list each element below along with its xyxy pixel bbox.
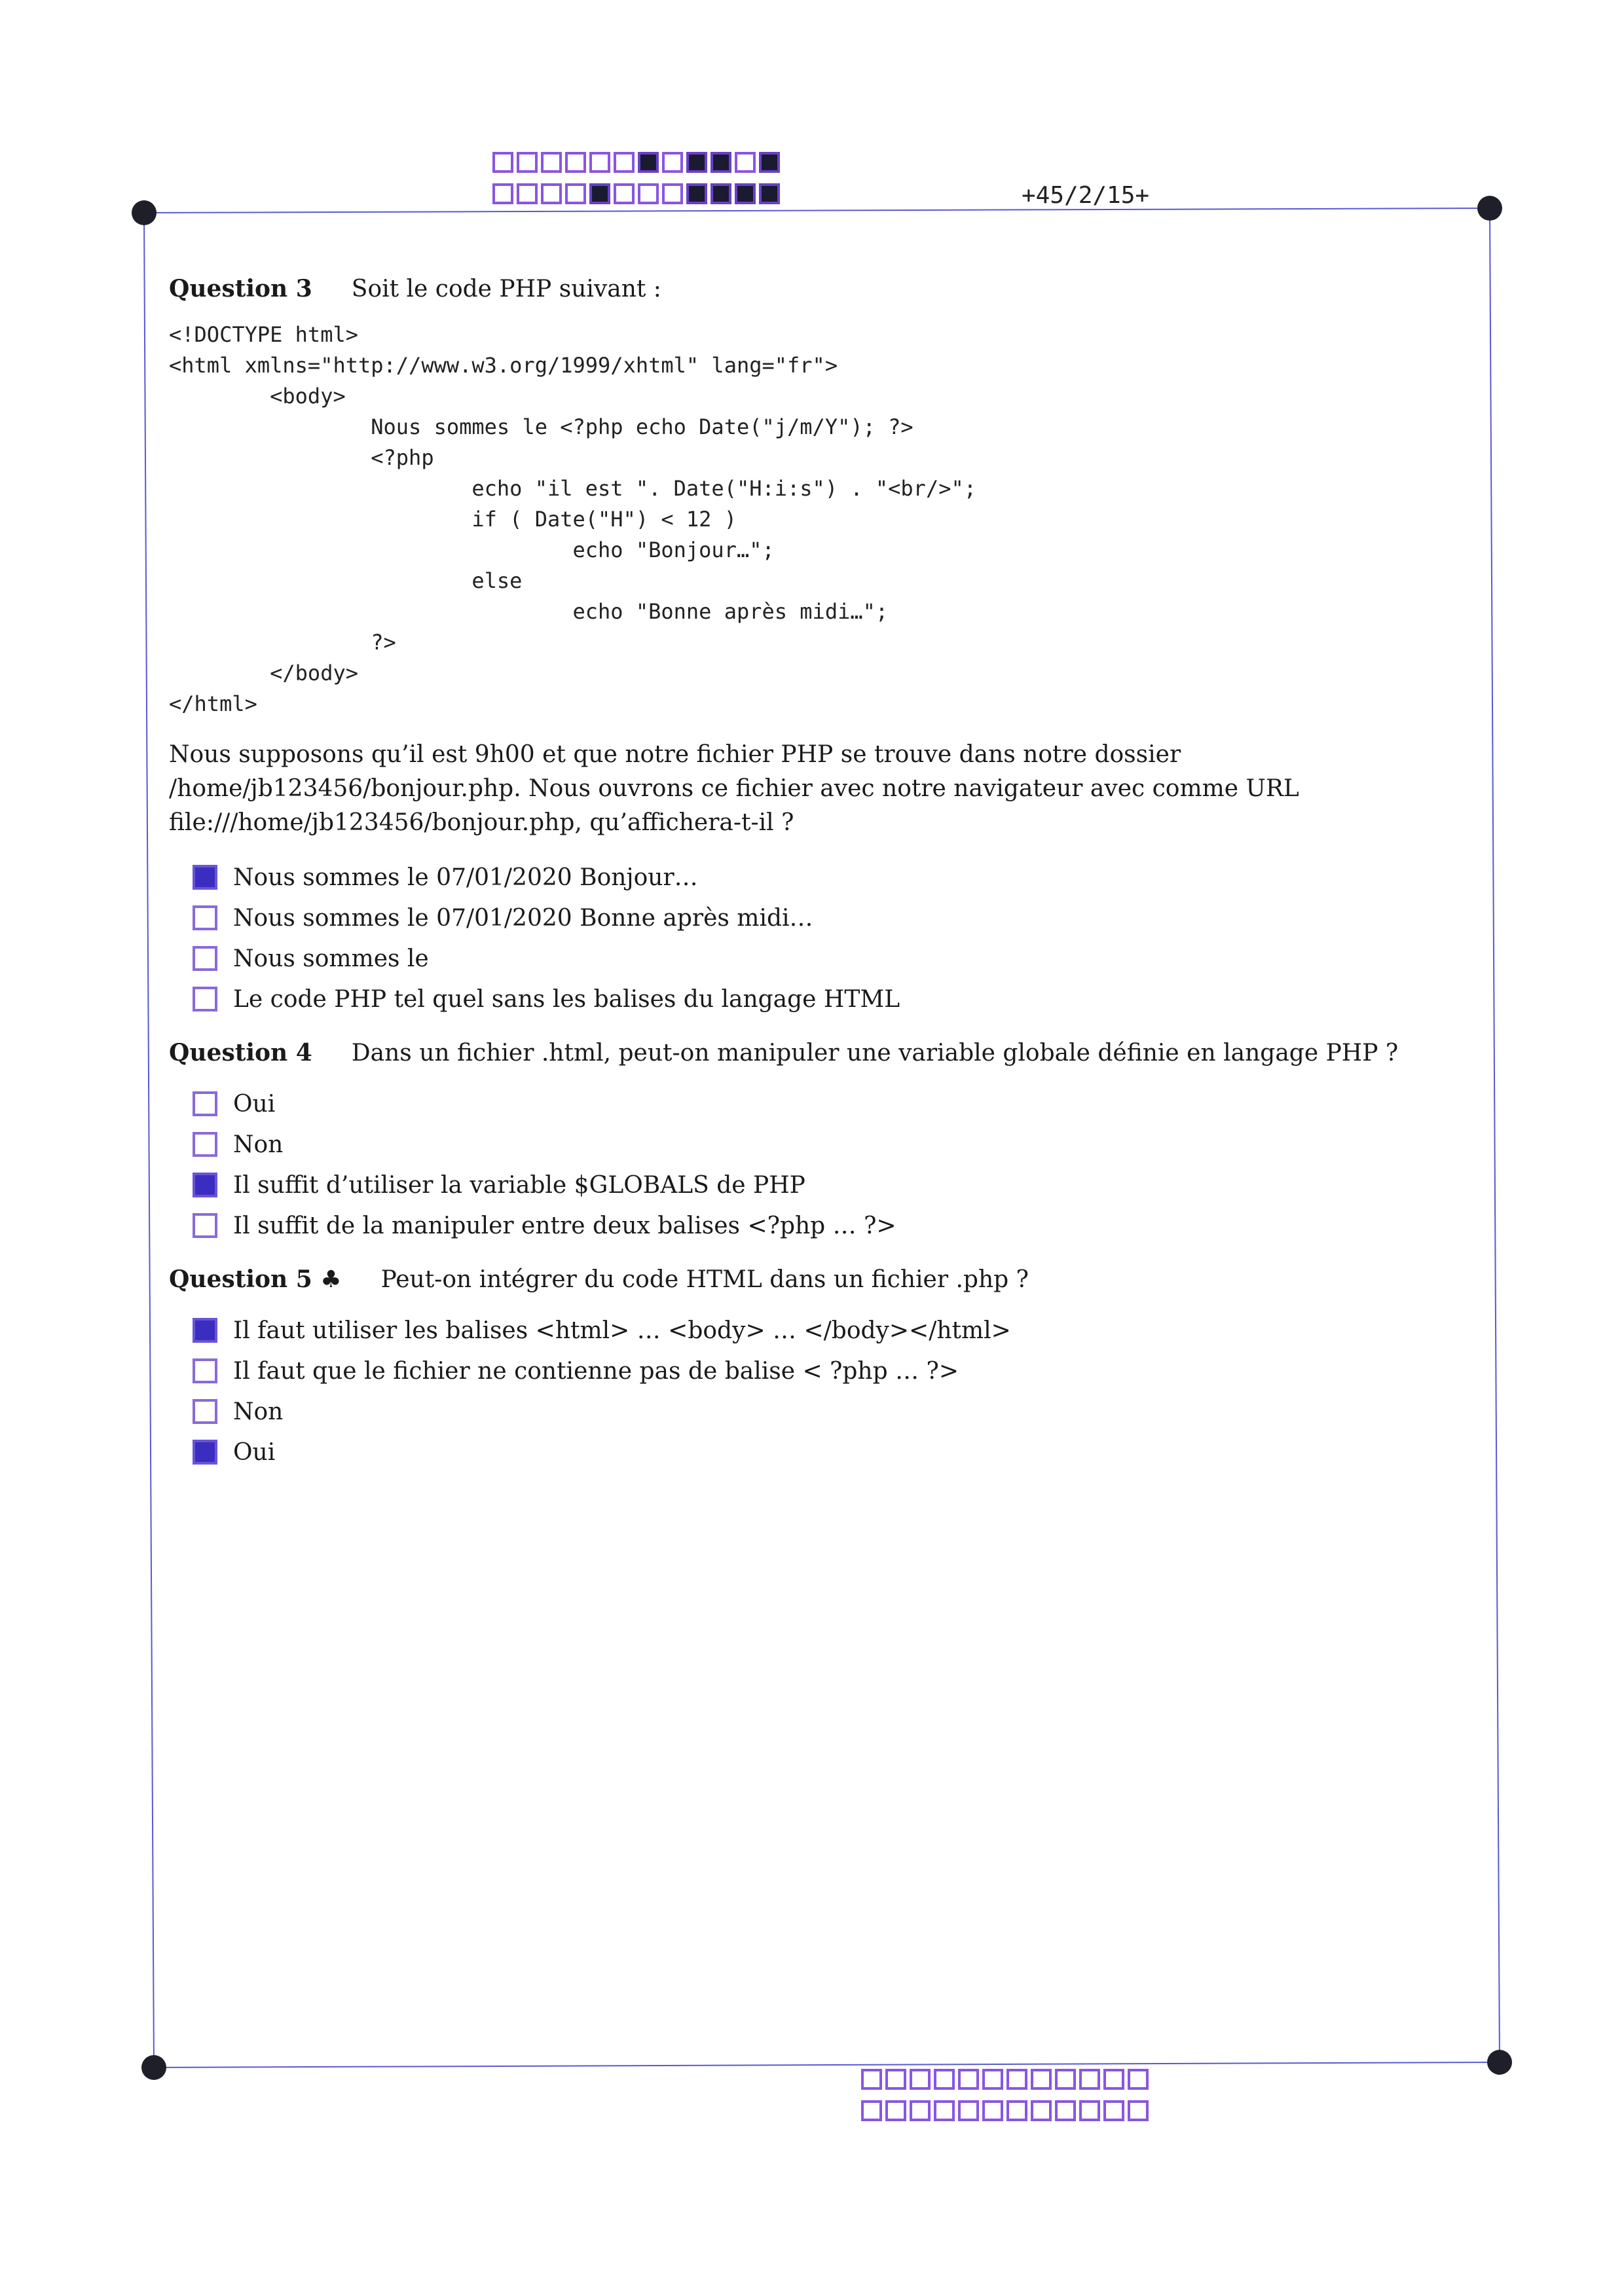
checkbox[interactable] bbox=[193, 1358, 217, 1383]
answer-label: Nous sommes le 07/01/2020 Bonjour… bbox=[233, 864, 698, 891]
top-barcode-row-2 bbox=[492, 183, 783, 204]
question-3-answers bbox=[169, 857, 1479, 1019]
bottom-barcode-row-2 bbox=[861, 2100, 1152, 2121]
bottom-barcode-row-1 bbox=[861, 2069, 1152, 2090]
checkbox[interactable] bbox=[193, 1132, 217, 1157]
checkbox[interactable] bbox=[193, 1213, 217, 1238]
checkbox[interactable] bbox=[193, 946, 217, 971]
answer-option[interactable] bbox=[169, 1124, 1479, 1165]
question-4-label: Question 4 bbox=[169, 1039, 312, 1066]
checkbox[interactable] bbox=[193, 1399, 217, 1424]
question-3-text: Soit le code PHP suivant : bbox=[351, 276, 661, 302]
question-3-paragraph: Nous supposons qu’il est 9h00 et que notre fichier PHP se trouve dans notre dossier /home/jb123456/bonjour.php. Nous ouvrons ce fichier avec notre navigateur avec comme URL file:///home/jb123456/bonjour.php, qu’affichera-t-il ? bbox=[169, 741, 1299, 836]
answer-label: Il faut que le fichier ne contienne pas de balise < ?php … ?> bbox=[233, 1357, 959, 1385]
answer-label: Oui bbox=[233, 1090, 276, 1118]
corner-mark-bottom-right bbox=[1487, 2050, 1512, 2075]
checkbox[interactable] bbox=[193, 987, 217, 1011]
answer-label: Oui bbox=[233, 1438, 276, 1466]
question-5-text: Peut-on intégrer du code HTML dans un fichier .php ? bbox=[380, 1266, 1029, 1293]
answer-label: Nous sommes le 07/01/2020 Bonne après midi… bbox=[233, 904, 813, 932]
corner-mark-top-right bbox=[1477, 196, 1502, 221]
answer-option[interactable] bbox=[169, 857, 1479, 898]
answer-option[interactable] bbox=[169, 1084, 1479, 1124]
answer-option[interactable] bbox=[169, 1391, 1479, 1432]
answer-label: Non bbox=[233, 1398, 284, 1425]
answer-option[interactable] bbox=[169, 1432, 1479, 1472]
question-5 bbox=[169, 1266, 1479, 1472]
question-5-answers bbox=[169, 1310, 1479, 1472]
checkbox[interactable] bbox=[193, 1091, 217, 1116]
answer-option[interactable] bbox=[169, 979, 1479, 1019]
top-barcode-row-1 bbox=[492, 152, 783, 173]
checkbox[interactable] bbox=[193, 1173, 217, 1197]
page-id: +45/2/15+ bbox=[1022, 182, 1150, 209]
corner-mark-bottom-left bbox=[141, 2055, 166, 2080]
answer-label: Non bbox=[233, 1131, 284, 1158]
checkbox[interactable] bbox=[193, 1318, 217, 1343]
checkbox[interactable] bbox=[193, 865, 217, 890]
answer-option[interactable] bbox=[169, 1205, 1479, 1246]
checkbox[interactable] bbox=[193, 905, 217, 930]
question-5-label: Question 5 ♣ bbox=[169, 1266, 342, 1293]
corner-mark-top-left bbox=[132, 200, 157, 225]
answer-option[interactable] bbox=[169, 898, 1479, 938]
answer-label: Nous sommes le bbox=[233, 945, 429, 972]
question-3 bbox=[169, 275, 1479, 1019]
checkbox[interactable] bbox=[193, 1440, 217, 1465]
answer-label: Il faut utiliser les balises <html> … <body> … </body></html> bbox=[233, 1317, 1011, 1344]
answer-option[interactable] bbox=[169, 1165, 1479, 1205]
question-4-answers bbox=[169, 1084, 1479, 1246]
answer-label: Le code PHP tel quel sans les balises du langage HTML bbox=[233, 985, 900, 1013]
answer-option[interactable] bbox=[169, 1310, 1479, 1351]
question-4-text: Dans un fichier .html, peut-on manipuler une variable globale définie en langage PHP ? bbox=[351, 1040, 1399, 1066]
exam-content bbox=[169, 275, 1479, 1472]
php-code-block: <!DOCTYPE html> <html xmlns="http://www.w3.org/1999/xhtml" lang="fr"> <body> Nous sommes le <?php echo Date("j/m/Y"); ?> <?php echo "il est ". Date("H:i:s") . "<br/>"; if ( Date("H") < 12 ) echo "Bonjour…"; else echo "Bonne après midi…"; ?> </body> </html> bbox=[169, 322, 976, 716]
question-4 bbox=[169, 1039, 1479, 1246]
question-3-label: Question 3 bbox=[169, 275, 312, 302]
answer-label: Il suffit de la manipuler entre deux balises <?php … ?> bbox=[233, 1212, 896, 1239]
answer-option[interactable] bbox=[169, 938, 1479, 979]
answer-option[interactable] bbox=[169, 1351, 1479, 1391]
answer-label: Il suffit d’utiliser la variable $GLOBALS de PHP bbox=[233, 1171, 805, 1199]
